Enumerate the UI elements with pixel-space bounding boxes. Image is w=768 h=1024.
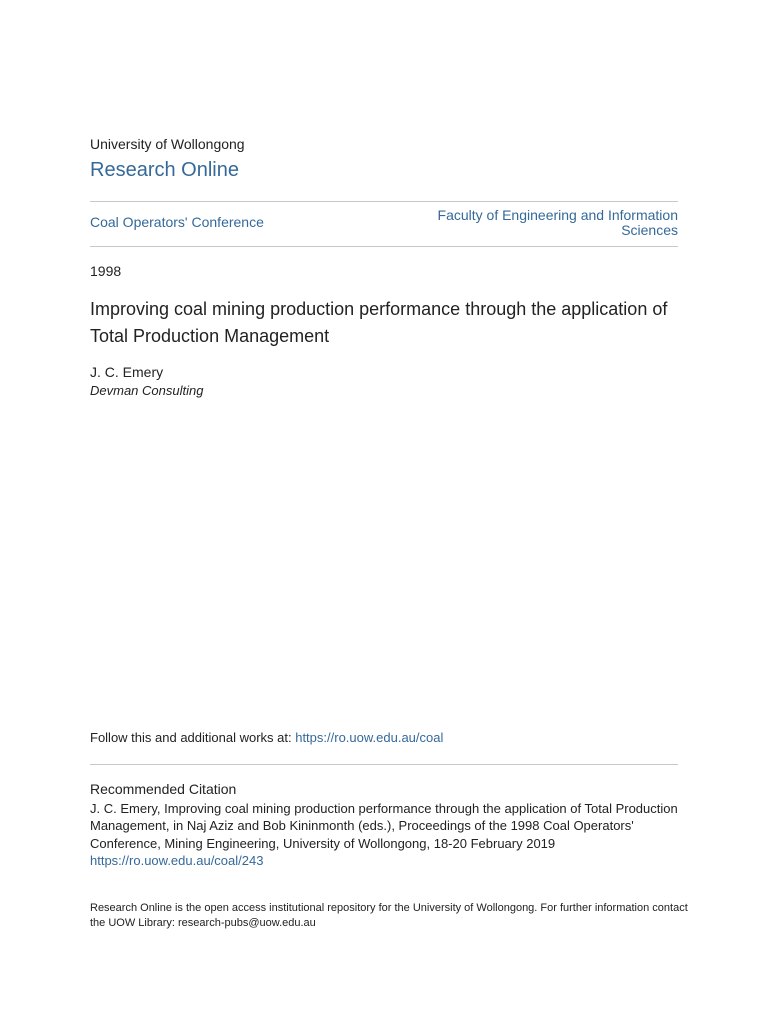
publication-year: 1998 [90,263,122,279]
footer-note: Research Online is the open access institutional repository for the University of Wollongong. For further information contact the UOW Library: research-pubs@uow.edu.au [90,902,688,929]
coal-operators-conference-link[interactable]: Coal Operators' Conference [90,214,264,230]
paper-title: Improving coal mining production performance through the application of Total Production Management [90,299,668,346]
citation-body [90,800,680,869]
citation-text: J. C. Emery, Improving coal mining production performance through the application of Total Production Management, in Naj Aziz and Bob Kininmonth (eds.), Proceedings of the 1998 Coal Operators' Conference, Mining Engineering, University of Wollongong, 18-20 February 2019 [90,801,678,851]
divider [90,246,678,247]
faculty-engineering-link[interactable]: Faculty of Engineering and Information Sciences [437,207,678,238]
follow-works-label: Follow this and additional works at: [90,730,296,745]
research-online-link[interactable]: Research Online [90,159,239,181]
citation-heading: Recommended Citation [90,781,237,797]
author-affiliation: Devman Consulting [90,383,204,398]
divider [90,201,678,202]
coal-collection-url-link[interactable]: https://ro.uow.edu.au/coal [295,730,444,745]
follow-works-line [90,730,443,746]
author-name: J. C. Emery [90,364,164,380]
divider [90,764,678,765]
institution-name: University of Wollongong [90,136,245,152]
citation-url-link[interactable]: https://ro.uow.edu.au/coal/243 [90,852,264,868]
